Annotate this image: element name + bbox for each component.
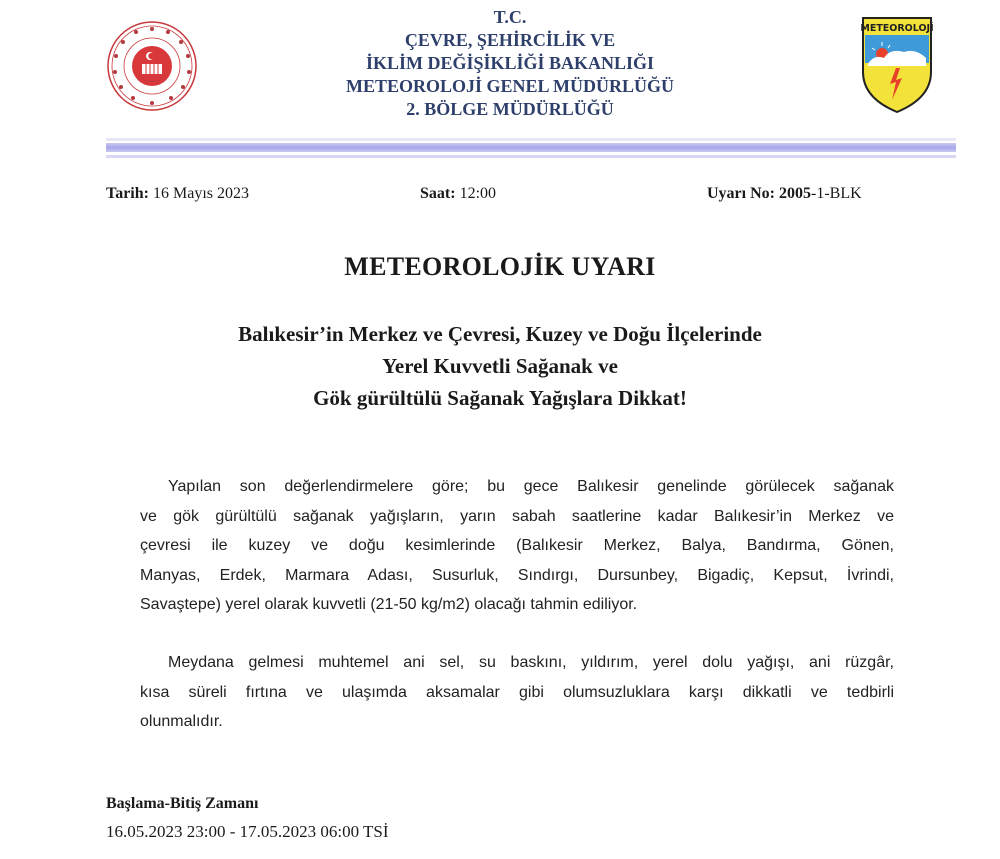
date-field xyxy=(106,185,249,203)
header-line-ministry-2: İKLİM DEĞİŞİKLİĞİ BAKANLIĞI xyxy=(365,53,655,73)
period-label: Başlama-Bitiş Zamanı xyxy=(106,795,259,812)
warning-number-bold: 2005 xyxy=(778,185,811,202)
paragraph-line: Savaştepe) yerel olarak kuvvetli (21-50 kg/m2) olacağı tahmin ediliyor. xyxy=(140,596,638,613)
subtitle-line: Gök gürültülü Sağanak Yağışlara Dikkat! xyxy=(313,386,687,410)
time-field xyxy=(420,185,496,203)
warning-number-suffix: -1-BLK xyxy=(810,185,862,202)
meteoroloji-logo xyxy=(860,14,934,114)
body-paragraph-precautions xyxy=(140,648,894,737)
time-label: Saat: xyxy=(420,185,456,202)
warning-number-field xyxy=(707,185,862,203)
subtitle-line: Balıkesir’in Merkez ve Çevresi, Kuzey ve Doğu İlçelerinde xyxy=(238,322,762,346)
paragraph-line: ve gök gürültülü sağanak yağışların, yarın sabah saatlerine kadar Balıkesir’in Merkez ve xyxy=(140,507,894,525)
header-line-directorate: METEOROLOJİ GENEL MÜDÜRLÜĞÜ xyxy=(345,76,675,96)
meteoroloji-shield-icon xyxy=(860,14,934,114)
logo-text: METEOROLOJİ xyxy=(860,23,934,34)
header-line-tc: T.C. xyxy=(493,7,527,27)
warning-number-label: Uyarı No: xyxy=(707,185,775,202)
warning-subtitle xyxy=(0,318,1000,414)
time-value: 12:00 xyxy=(459,185,497,202)
header-divider-main xyxy=(106,143,956,152)
paragraph-line: Meydana gelmesi muhtemel ani sel, su baskını, yıldırım, yerel dolu yağışı, ani rüzgâr, xyxy=(168,654,894,671)
header-divider-bottom xyxy=(106,155,956,158)
paragraph-line: Manyas, Erdek, Marmara Adası, Susurluk, Sındırgı, Dursunbey, Bigadiç, Kepsut, İvrindi, xyxy=(140,566,894,584)
body-paragraph-forecast xyxy=(140,472,894,620)
ministry-seal-logo xyxy=(106,20,198,112)
institution-header xyxy=(300,6,720,121)
header-divider-top xyxy=(106,138,956,141)
paragraph-line: çevresi ile kuzey ve doğu kesimlerinde (Balıkesir Merkez, Balya, Bandırma, Gönen, xyxy=(140,537,894,554)
paragraph-line: olunmalıdır. xyxy=(140,713,223,730)
paragraph-line: Yapılan son değerlendirmelere göre; bu gece Balıkesir genelinde görülecek sağanak xyxy=(168,478,894,495)
ministry-seal-icon xyxy=(106,20,198,112)
subtitle-line: Yerel Kuvvetli Sağanak ve xyxy=(382,354,618,378)
paragraph-line: kısa süreli fırtına ve ulaşımda aksamalar gibi olumsuzluklara karşı dikkatli ve tedbirli xyxy=(140,683,894,701)
period-value: 16.05.2023 23:00 - 17.05.2023 06:00 TSİ xyxy=(106,822,389,841)
document-title: METEOROLOJİK UYARI xyxy=(344,252,656,281)
header-line-ministry-1: ÇEVRE, ŞEHİRCİLİK VE xyxy=(404,30,616,50)
date-value: 16 Mayıs 2023 xyxy=(152,185,249,202)
header-line-region: 2. BÖLGE MÜDÜRLÜĞÜ xyxy=(406,99,614,119)
date-label: Tarih: xyxy=(106,185,149,202)
